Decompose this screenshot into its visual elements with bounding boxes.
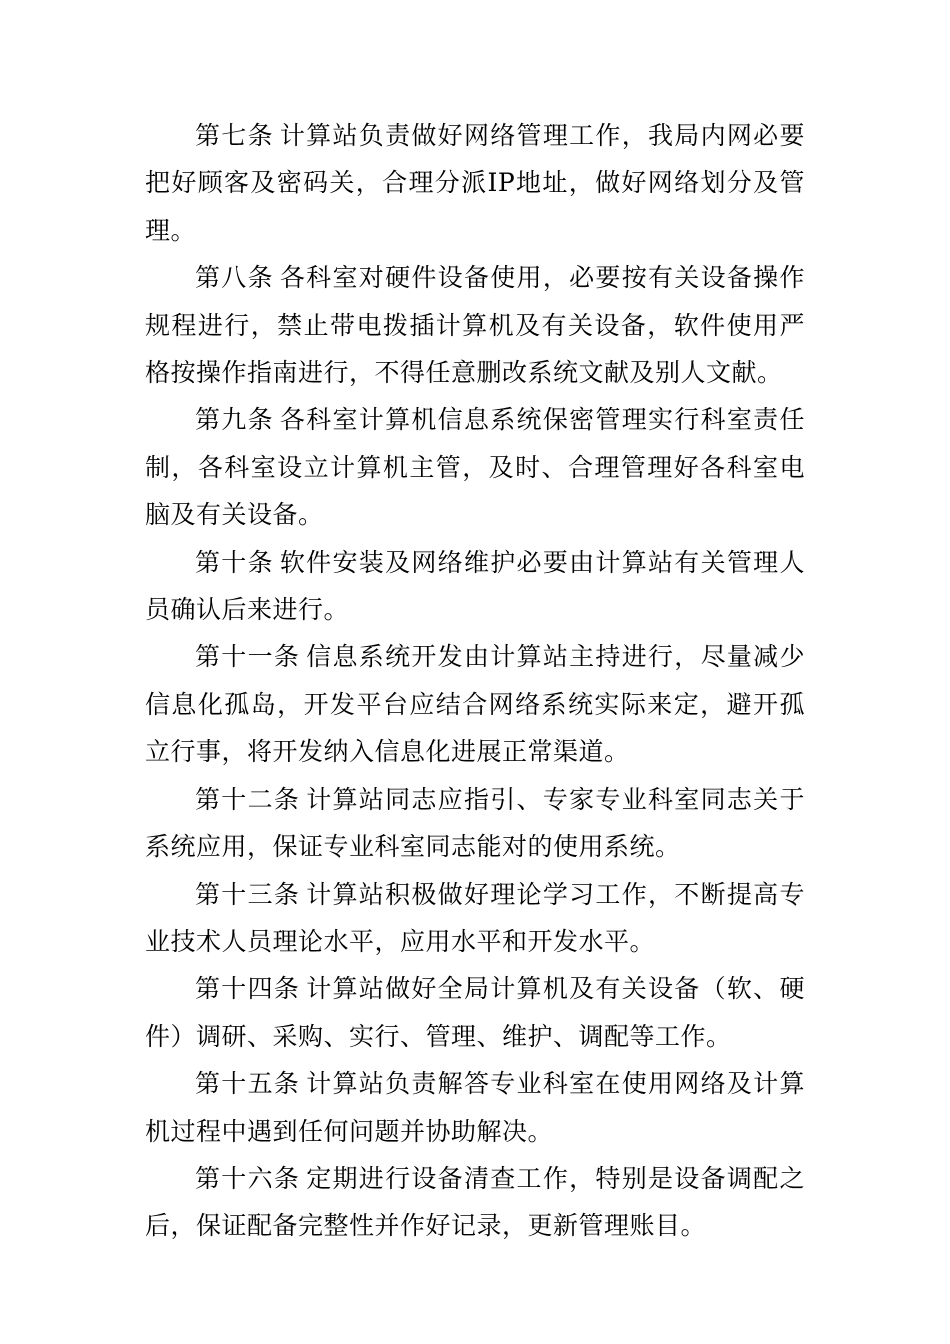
article-text: 计算站做好全局计算机及有关设备（软、硬件）调研、采购、实行、管理、维护、调配等工作。 [145,974,805,1051]
article-13-paragraph [145,871,805,966]
article-16-paragraph [145,1155,805,1250]
article-text: 计算站积极做好理论学习工作，不断提高专业技术人员理论水平，应用水平和开发水平。 [145,879,805,956]
article-7-paragraph [145,112,805,254]
article-number: 第八条 [195,263,274,293]
article-8-paragraph [145,254,805,396]
article-text: 软件安装及网络维护必要由计算站有关管理人员确认后来进行。 [145,547,805,625]
article-number: 第十五条 [195,1069,301,1099]
article-15-paragraph [145,1060,805,1155]
article-text: 计算站负责做好网络管理工作，我局内网必要把好顾客及密码关，合理分派IP地址，做好网络划分及管理。 [145,121,805,245]
article-number: 第十二条 [195,784,301,814]
article-text: 计算站负责解答专业科室在使用网络及计算机过程中遇到任何问题并协助解决。 [145,1069,805,1146]
article-text: 各科室对硬件设备使用，必要按有关设备操作规程进行，禁止带电拨插计算机及有关设备，软件使用严格按操作指南进行，不得任意删改系统文献及别人文献。 [145,263,805,388]
article-11-paragraph [145,633,805,775]
article-number: 第九条 [195,405,274,435]
article-number: 第十三条 [195,879,301,909]
article-text: 各科室计算机信息系统保密管理实行科室责任制，各科室设立计算机主管，及时、合理管理好各科室电脑及有关设备。 [145,405,805,530]
document-body [145,112,805,1250]
article-number: 第十条 [195,547,274,577]
article-number: 第十四条 [195,974,301,1004]
article-text: 信息系统开发由计算站主持进行，尽量减少信息化孤岛，开发平台应结合网络系统实际来定，避开孤立行事，将开发纳入信息化进展正常渠道。 [145,642,805,767]
article-12-paragraph [145,776,805,871]
article-text: 定期进行设备清查工作，特别是设备调配之后，保证配备完整性并作好记录，更新管理账目。 [145,1163,805,1241]
article-number: 第十六条 [195,1163,301,1193]
article-number: 第七条 [195,121,274,150]
article-9-paragraph [145,396,805,538]
article-10-paragraph [145,539,805,634]
article-text: 计算站同志应指引、专家专业科室同志关于系统应用，保证专业科室同志能对的使用系统。 [145,784,805,862]
article-number: 第十一条 [195,642,301,672]
article-14-paragraph [145,965,805,1060]
